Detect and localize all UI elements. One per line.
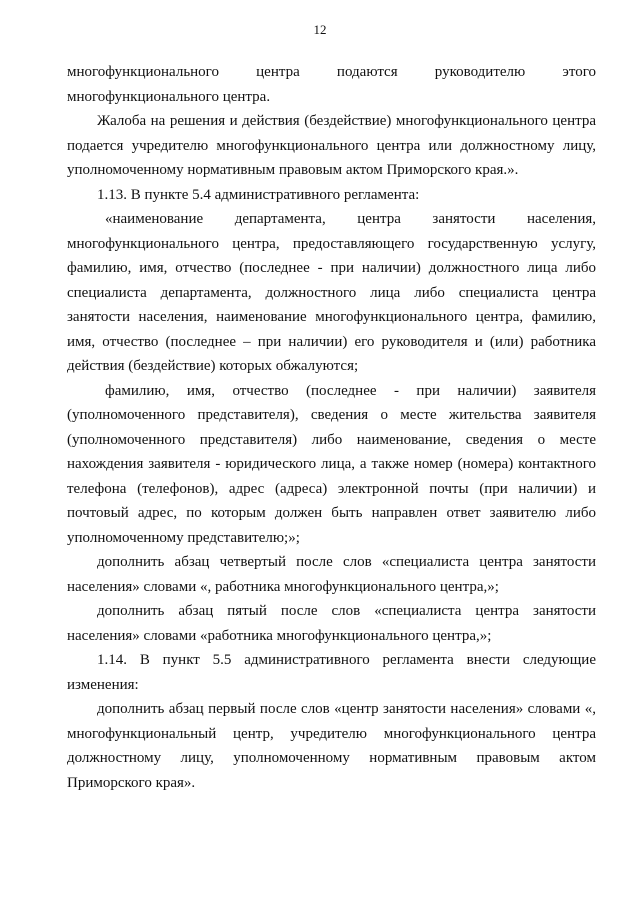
paragraph-amend-fourth: дополнить абзац четвертый после слов «специалиста центра занятости населения» словами «, работника многофункционального центра,»; xyxy=(67,554,596,595)
page-number: 12 xyxy=(313,22,327,37)
paragraph-quoted-name: «наименование департамента, центра занятости населения, многофункционального центра, предоставляющего государственную услугу, фамилию, имя, отчество (последнее - при наличии) должностного лица либо специалиста департамента, должностного лица либо специалиста центра занятости населения, наименование многофункционального центра, фамилию, имя, отчество (последнее – при наличии) его руководителя и (или) работника действия (бездействие) которых обжалуются; xyxy=(67,211,596,374)
paragraph-complaint-mfc: Жалоба на решения и действия (бездействие) многофункционального центра подается учредителю многофункционального центра или должностному лицу, уполномоченному нормативным правовым актом Приморского края.». xyxy=(67,113,596,178)
paragraph-item-1-14: 1.14. В пункт 5.5 административного регламента внести следующие изменения: xyxy=(67,652,596,693)
paragraph-amend-fifth: дополнить абзац пятый после слов «специалиста центра занятости населения» словами «работника многофункционального центра,»; xyxy=(67,603,596,644)
document-body xyxy=(67,60,596,795)
paragraph-continuation: многофункционального центра подаются руководителю этого многофункционального центра. xyxy=(67,64,596,105)
paragraph-item-1-13: 1.13. В пункте 5.4 административного регламента: xyxy=(97,186,420,203)
paragraph-applicant-details: фамилию, имя, отчество (последнее - при наличии) заявителя (уполномоченного представителя), сведения о месте жительства заявителя (уполномоченного представителя) либо наименование, сведения о месте нахождения заявителя - юридического лица, а также номер (номера) контактного телефона (телефонов), адрес (адреса) электронной почты (при наличии) и почтовый адрес, по которым должен быть направлен ответ заявителю либо уполномоченному представителю;»; xyxy=(67,382,596,546)
paragraph-amend-first: дополнить абзац первый после слов «центр занятости населения» словами «, многофункциональный центр, учредителю многофункционального центра должностному лицу, уполномоченному нормативным правовым актом Приморского края». xyxy=(67,701,596,791)
